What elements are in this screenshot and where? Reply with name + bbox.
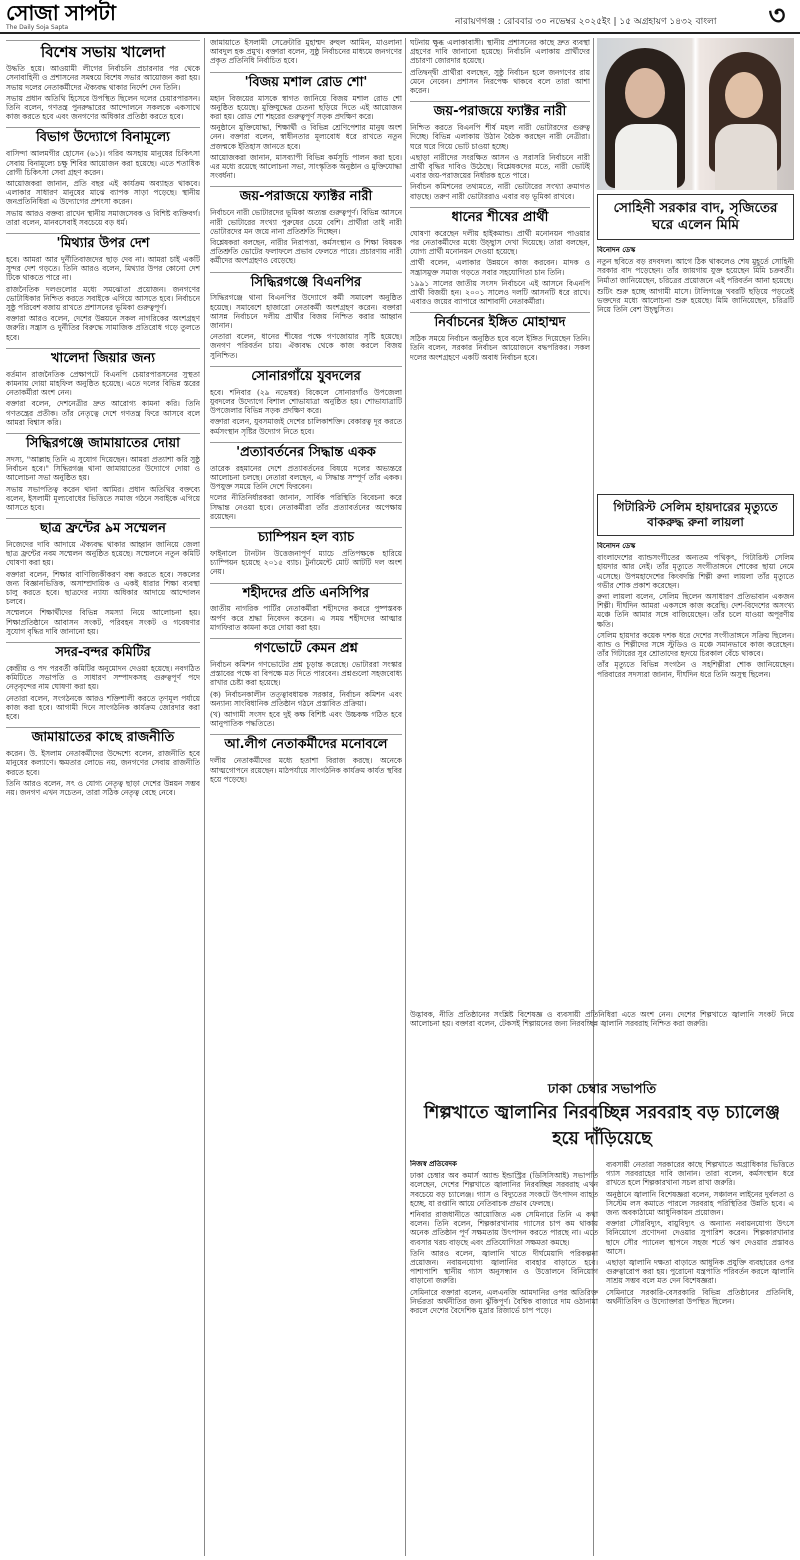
news-story — [6, 348, 200, 427]
story-paragraph: নিশ্চিত করতে বিএনপি শীর্ষ মহল নারী ভোটারদের গুরুত্ব দিচ্ছে। বিভিন্ন এলাকায় উঠান বৈঠক করছেন নারী নেত্রীরা। ঘরে ঘরে গিয়ে ভোট চাওয়া হচ্ছে। — [410, 123, 590, 151]
news-column-2 — [210, 38, 402, 1556]
story-paragraph: সেমিনারে বক্তারা বলেন, এলএনজি আমদানির ওপর অতিরিক্ত নির্ভরতা অর্থনীতির জন্য ঝুঁকিপূর্ণ। বৈশ্বিক বাজারে দাম ওঠানামা করলে দেশের বৈদেশিক মুদ্রার রিজার্ভে চাপ পড়ে। — [410, 1287, 598, 1316]
story-headline[interactable]: 'বিজয় মশাল রোড শো' — [210, 72, 402, 91]
news-story — [210, 638, 402, 728]
story-headline[interactable]: সিদ্ধিরগঞ্জে বিএনপির — [210, 272, 402, 291]
story-paragraph: নির্বাচন কমিশনের তথ্যমতে, নারী ভোটারের সংখ্যা ক্রমাগত বাড়ছে। তরুণ নারী ভোটাররাও এবার বড় ভূমিকা রাখবে। — [410, 182, 590, 201]
story-kicker: ঢাকা চেম্বার সভাপতি — [547, 1082, 657, 1097]
story-headline[interactable]: 'প্রত্যাবর্তনের সিদ্ধান্ত একক — [210, 442, 402, 461]
story-paragraph: বক্তারা বলেন, যুবসমাজই দেশের চালিকাশক্তি। বেকারত্ব দূর করতে কর্মসংস্থান সৃষ্টির উদ্যোগ নিতে হবে। — [210, 417, 402, 436]
story-paragraph: তারেক রহমানের দেশে প্রত্যাবর্তনের বিষয়ে দলের অভ্যন্তরে আলোচনা চলছে। নেতারা বলছেন, এ সিদ্ধান্ত সম্পূর্ণ তাঁর একক। উপযুক্ত সময়ে তিনি দেশে ফিরবেন। — [210, 463, 402, 492]
story-paragraph: বিশ্লেষকরা বলছেন, নারীর নিরাপত্তা, কর্মসংস্থান ও শিক্ষা বিষয়ক প্রতিশ্রুতি ভোটের ফলাফলে প্রভাব ফেলতে পারে। প্রচারণায় নারী কর্মীদের অংশগ্রহণও বেড়েছে। — [210, 237, 402, 266]
logo-text: সোজা সাপটা — [6, 1, 116, 25]
story-headline[interactable]: সোনারগাঁয়ে যুবদলের — [210, 366, 402, 385]
caption-text: উদ্ভাবক, নীতি প্রতিষ্ঠানের সংশ্লিষ্ট বিশেষজ্ঞ ও ব্যবসায়ী প্রতিনিধিরা এতে অংশ নেন। দেশের শিল্পখাতে জ্বালানি সংকট নিয়ে আলোচনা হয়। বক্তারা বলেন, টেকসই শিল্পায়নের জন্য নিরবচ্ছিন্ন জ্বালানি সরবরাহ নিশ্চিত করা জরুরি। — [410, 1010, 794, 1029]
news-story — [210, 38, 402, 66]
news-story — [410, 38, 590, 95]
news-story — [6, 642, 200, 721]
logo-tagline: The Daily Soja Sapta — [6, 24, 69, 31]
story-paragraph: উদ্ধতি হয়ে। আওয়ামী লীগের নির্বাচনি প্রচারনার পর থেকে সেনাবাহিনী ও প্রশাসনের সমন্বয়ে বিশেষ সভার আয়োজন করা হয়। সভায় দলের নেতাকর্মীদের ঐক্যবদ্ধ থাকার নির্দেশ দেন তিনি। — [6, 64, 200, 92]
story-paragraph: (ক) নির্বাচনকালীন তত্ত্বাবধায়ক সরকার, নির্বাচন কমিশন এবং অন্যান্য সাংবিধানিক প্রতিষ্ঠান গঠনে প্রস্তাবিত প্রক্রিয়া। — [210, 689, 402, 708]
story-paragraph: প্রার্থী বলেন, এলাকার উন্নয়নে কাজ করবেন। মাদক ও সন্ত্রাসমুক্ত সমাজ গড়তে সবার সহযোগিতা চান তিনি। — [410, 258, 590, 277]
news-story — [210, 583, 402, 633]
story-paragraph: কেন্দ্রীয় ও পদ পরবর্তী কমিটির অনুমোদন দেওয়া হয়েছে। নবগঠিত কমিটিতে সভাপতি ও সাধারণ সম্পাদকসহ গুরুত্বপূর্ণ পদে নেতৃবৃন্দের নাম ঘোষণা করা হয়। — [6, 664, 200, 692]
story-headline[interactable]: শহীদদের প্রতি এনসিপির — [210, 583, 402, 602]
story-paragraph: জামায়াতে ইসলামী সেক্রেটারি মুহাম্মদ রুহুল আমিন, মাওলানা আবদুল হক প্রমুখ। বক্তারা বলেন, সুষ্ঠু নির্বাচনের মাধ্যমে জনগণের প্রকৃত প্রতিনিধি নির্বাচিত হবে। — [210, 38, 402, 66]
story-paragraph: সেলিম হায়দার কয়েক দশক ধরে দেশের সংগীতাঙ্গনে সক্রিয় ছিলেন। ব্যান্ড ও শিল্পীদের সঙ্গে স্টুডিও ও মঞ্চে সমানভাবে কাজ করেছেন। তাঁর গিটারের সুর শ্রোতাদের হৃদয়ে চিরকাল বেঁচে থাকবে। — [597, 630, 794, 659]
headline-box — [410, 1100, 794, 1156]
story-paragraph: শুটিং শুরু হচ্ছে আগামী মাসে। টালিগঞ্জে খবরটি ছড়িয়ে পড়তেই ভক্তদের মধ্যে আলোচনা শুরু হয়েছে। মিমি জানিয়েছেন, চরিত্রটি নিয়ে তিনি বেশ উচ্ছ্বসিত। — [597, 286, 794, 315]
news-story — [210, 442, 402, 521]
news-story — [210, 72, 402, 181]
story-paragraph: শনিবার রাজধানীতে আয়োজিত এক সেমিনারে তিনি এ কথা বলেন। তিনি বলেন, শিল্পকারখানায় গ্যাসের চাপ কম থাকায় অনেক প্রতিষ্ঠান পূর্ণ সক্ষমতায় উৎপাদন করতে পারছে না। এতে ব্যবসার খরচ বাড়ছে এবং প্রতিযোগিতা সক্ষমতা কমছে। — [410, 1210, 598, 1247]
story-paragraph: রুনা লায়লা বলেন, সেলিম ছিলেন অসাধারণ প্রতিভাবান একজন শিল্পী। দীর্ঘদিন আমরা একসঙ্গে কাজ করেছি। দেশ-বিদেশের অসংখ্য মঞ্চে তিনি আমার সঙ্গে বাজিয়েছেন। তাঁর চলে যাওয়া অপূরণীয় ক্ষতি। — [597, 592, 794, 629]
headline-energy-supply[interactable]: শিল্পখাতে জ্বালানির নিরবচ্ছিন্ন সরবরাহ বড় চ্যালেঞ্জ হয়ে দাঁড়িয়েছে — [424, 1103, 780, 1149]
story-headline[interactable]: ছাত্র ফ্রন্টের ৯ম সম্মেলন — [6, 518, 200, 537]
story-headline[interactable]: জয়-পরাজয়ে ফ্যাক্টর নারী — [410, 101, 590, 120]
figure-right-face — [725, 72, 763, 118]
story-paragraph: বর্তমান রাজনৈতিক প্রেক্ষাপটে বিএনপি চেয়ারপারসনের সুস্থতা কামনায় দোয়া মাহফিল অনুষ্ঠিত হয়েছে। এতে দলের বিভিন্ন স্তরের নেতাকর্মীরা অংশ নেন। — [6, 369, 200, 398]
story-headline[interactable]: আ.লীগ নেতাকর্মীদের মনোবলে — [210, 734, 402, 753]
news-story — [410, 101, 590, 201]
headline-box — [597, 494, 794, 536]
story-headline[interactable]: নির্বাচনের ইঙ্গিত মোহাম্মদ — [410, 312, 590, 331]
news-story — [6, 433, 200, 512]
story-paragraph: বক্তারা বলেন, দেশনেত্রীর দ্রুত আরোগ্য কামনা করি। তিনি গণতন্ত্রের প্রতীক। তাঁর নেতৃত্বে দেশে গণতন্ত্র ফিরে আসবে বলে আমরা বিশ্বাস করি। — [6, 399, 200, 427]
news-story — [210, 272, 402, 360]
story-paragraph: নির্বাচনে নারী ভোটারদের ভূমিকা অত্যন্ত গুরুত্বপূর্ণ। বিভিন্ন আসনে নারী ভোটারের সংখ্যা পুরুষের চেয়ে বেশি। প্রার্থীরা তাই নারী ভোটারদের মন জয়ে নানা প্রতিশ্রুতি দিচ্ছেন। — [210, 208, 402, 236]
news-story — [6, 518, 200, 636]
photo-caption — [410, 1010, 794, 1076]
story-paragraph: সম্মেলনে শিক্ষার্থীদের বিভিন্ন সমস্যা নিয়ে আলোচনা হয়। শিক্ষাপ্রতিষ্ঠানে আবাসন সংকট, পরিবহন সংকট ও গবেষণার সুযোগ বৃদ্ধির দাবি জানানো হয়। — [6, 608, 200, 636]
story-paragraph: নেতারা বলেন, সংগঠনকে আরও শক্তিশালী করতে তৃণমূল পর্যায়ে কাজ করা হবে। আগামী দিনে সাংগঠনিক কার্যক্রম জোরদার করা হবে। — [6, 693, 200, 722]
story-paragraph: সদস্য, "আল্লাহ তিনি এ সুযোগ দিয়েছেন। আমরা প্রত্যাশা করি সুষ্ঠু নির্বাচন হবে।" সিদ্ধিরগঞ্জ থানা জামায়াতের উদ্যোগে দোয়া ও আলোচনা সভা অনুষ্ঠিত হয়। — [6, 454, 200, 483]
headline-box — [597, 194, 794, 240]
story-headline[interactable]: 'মিথ্যার উপর দেশ — [6, 233, 200, 252]
story-mimi — [597, 246, 794, 491]
story-paragraph: ঢাকা চেম্বার অব কমার্স অ্যান্ড ইন্ডাস্ট্রির (ডিসিসিআই) সভাপতি বলেছেন, দেশের শিল্পখাতে জ্বালানির নিরবচ্ছিন্ন সরবরাহ এখন সবচেয়ে বড় চ্যালেঞ্জ। গ্যাস ও বিদ্যুতের সংকটে উৎপাদন ব্যাহত হচ্ছে, যা রপ্তানি আয়ে নেতিবাচক প্রভাব ফেলছে। — [410, 1171, 598, 1208]
story-headline[interactable]: ধানের শীষের প্রার্থী — [410, 207, 590, 226]
story-paragraph: ঘটনায় ক্ষুব্ধ এলাকাবাসী। স্থানীয় প্রশাসনের কাছে দ্রুত ব্যবস্থা গ্রহণের দাবি জানানো হয়েছে। নির্বাচনি এলাকায় প্রার্থীদের প্রচারণা জোরদার হয়েছে। — [410, 38, 590, 66]
story-paragraph: বক্তারা বলেন, শিক্ষার বাণিজ্যিকীকরণ বন্ধ করতে হবে। সকলের জন্য বিজ্ঞানভিত্তিক, অসাম্প্রদায়িক ও একই ধারার শিক্ষা ব্যবস্থা চালু করতে হবে। ছাত্রদের ন্যায্য অধিকার আদায়ে আন্দোলন চলবে। — [6, 569, 200, 607]
news-column-3 — [410, 38, 590, 1006]
news-column-1 — [6, 38, 200, 1556]
story-paragraph: করেন। উ. ইসলাম নেতাকর্মীদের উদ্দেশ্যে বলেন, রাজনীতি হবে মানুষের কল্যাণে। ক্ষমতার লোভে নয়, জনগণের সেবায় রাজনীতি করতে হবে। — [6, 749, 200, 777]
story-headline[interactable]: জয়-পরাজয়ে ফ্যাক্টর নারী — [210, 186, 402, 205]
story-paragraph: দলীয় নেতাকর্মীদের মধ্যে হতাশা বিরাজ করছে। অনেকে আত্মগোপনে রয়েছেন। মাঠপর্যায়ে সাংগঠনিক কার্যক্রম কার্যত স্থবির হয়ে পড়েছে। — [210, 756, 402, 784]
story-paragraph: নতুন ছবিতে বড় রদবদল। আগে ঠিক থাকলেও শেষ মুহূর্তে সোহিনী সরকার বাদ পড়েছেন। তাঁর জায়গায় যুক্ত হয়েছেন মিমি চক্রবর্তী। নির্মাতা জানিয়েছেন, চরিত্রের প্রয়োজনে এই পরিবর্তন আনা হয়েছে। — [597, 257, 794, 285]
story-paragraph: এছাড়া জ্বালানি দক্ষতা বাড়াতে আধুনিক প্রযুক্তি ব্যবহারের ওপর গুরুত্বারোপ করা হয়। পুরোনো যন্ত্রপাতি পরিবর্তন করলে জ্বালানি সাশ্রয় সম্ভব বলে মত দেন বিশেষজ্ঞরা। — [606, 1258, 794, 1286]
story-paragraph: সঠিক সময়ে নির্বাচন অনুষ্ঠিত হবে বলে ইঙ্গিত দিয়েছেন তিনি। তিনি বলেন, সরকার নির্বাচন আয়োজনে বদ্ধপরিকর। সকল দলের অংশগ্রহণে একটি অবাধ নির্বাচন হবে। — [410, 334, 590, 362]
story-paragraph: ১৯৯১ সালের জাতীয় সংসদ নির্বাচনে এই আসনে বিএনপি প্রার্থী বিজয়ী হন। ২০০১ সালেও দলটি আসনটি ধরে রাখে। এবারও জয়ের ব্যাপারে আশাবাদী নেতাকর্মীরা। — [410, 278, 590, 307]
story-selim-haider — [597, 542, 794, 1047]
story-paragraph: বাসিন্দা আলমগীর হোসেন (৬১)। গরিব অসহায় মানুষের চিকিৎসা সেবায় বিনামূল্যে চক্ষু শিবির আয়োজন করা হয়েছে। এতে শতাধিক রোগী চিকিৎসা সেবা গ্রহণ করেন। — [6, 149, 200, 177]
story-paragraph: বাংলাদেশের ব্যান্ডসংগীতের অন্যতম পথিকৃৎ, গিটারিস্ট সেলিম হায়দার আর নেই। তাঁর মৃত্যুতে সংগীতাঙ্গনে শোকের ছায়া নেমে এসেছে। উপমহাদেশের কিংবদন্তি শিল্পী রুনা লায়লা তাঁর মৃত্যুতে গভীর শোক প্রকাশ করেছেন। — [597, 553, 794, 590]
story-headline[interactable]: সিদ্ধিরগঞ্জে জামায়াতের দোয়া — [6, 433, 200, 452]
story-paragraph: নির্বাচন কমিশন গণভোটের প্রশ্ন চূড়ান্ত করেছে। ভোটাররা সংস্কার প্রস্তাবের পক্ষে বা বিপক্ষে মত দিতে পারবেন। প্রশ্নগুলো সহজবোধ্য রাখার চেষ্টা করা হয়েছে। — [210, 660, 402, 688]
story-paragraph: ফাইনালে টানটান উত্তেজনাপূর্ণ ম্যাচে প্রতিপক্ষকে হারিয়ে চ্যাম্পিয়ন হয়েছে ২০১৫ ব্যাচ। টুর্নামেন্টে মোট আটটি দল অংশ নেয়। — [210, 548, 402, 577]
story-paragraph: বক্তারা সৌরবিদ্যুৎ, বায়ুবিদ্যুৎ ও অন্যান্য নবায়নযোগ্য উৎসে বিনিয়োগে প্রণোদনা দেওয়ার সুপারিশ করেন। শিল্পকারখানার ছাদে সৌর প্যানেল স্থাপনে সহজ শর্তে ঋণ দেওয়ার প্রস্তাবও আসে। — [606, 1219, 794, 1256]
figure-left-body — [615, 124, 677, 190]
story-paragraph: নিজেদের দাবি আদায়ে ঐক্যবদ্ধ থাকার আহ্বান জানিয়ে জেলা ছাত্র ফ্রন্টের নবম সম্মেলন অনুষ্ঠিত হয়েছে। সম্মেলনে নতুন কমিটি ঘোষণা করা হয়। — [6, 540, 200, 568]
story-paragraph: হবে। শনিবার (২৯ নভেম্বর) বিকেলে সোনারগাঁও উপজেলা যুবদলের উদ্যোগে বিশাল শোভাযাত্রা অনুষ্ঠিত হয়। শোভাযাত্রাটি উপজেলার বিভিন্ন সড়ক প্রদক্ষিণ করে। — [210, 387, 402, 416]
story-paragraph: সভায় আরও বক্তব্য রাখেন স্থানীয় সমাজসেবক ও বিশিষ্ট ব্যক্তিবর্গ। তারা বলেন, মানবসেবাই সবচেয়ে বড় ধর্ম। — [6, 208, 200, 227]
story-headline[interactable]: খালেদা জিয়ার জন্য — [6, 348, 200, 367]
story-energy-supply — [410, 1160, 794, 1556]
actress-photo — [597, 38, 794, 190]
news-story — [210, 186, 402, 265]
story-byline: বিনোদন ডেস্ক — [597, 246, 636, 254]
story-paragraph: এছাড়া নারীদের সংরক্ষিত আসন ও সরাসরি নির্বাচনে নারী প্রার্থী বৃদ্ধির দাবিও উঠেছে। বিশ্লেষকদের মতে, নারী ভোটই এবার জয়-পরাজয়ের নির্ধারক হতে পারে। — [410, 152, 590, 181]
story-headline[interactable]: গণভোটে কেমন প্রশ্ন — [210, 638, 402, 657]
story-paragraph: সেমিনারে সরকারি-বেসরকারি বিভিন্ন প্রতিষ্ঠানের প্রতিনিধি, অর্থনীতিবিদ ও উদ্যোক্তারা উপস্থিত ছিলেন। — [606, 1287, 794, 1306]
story-paragraph: তিনি আরও বলেন, জ্বালানি খাতে দীর্ঘমেয়াদি পরিকল্পনা প্রয়োজন। নবায়নযোগ্য জ্বালানির ব্যবহার বাড়াতে হবে। পাশাপাশি স্থানীয় গ্যাস অনুসন্ধান ও উত্তোলনে বিনিয়োগ বাড়ানো জরুরি। — [410, 1248, 598, 1286]
story-headline[interactable]: বিশেষ সভায় খালেদা — [6, 40, 200, 61]
story-paragraph: আয়োজকরা জানান, মাসব্যাপী বিভিন্ন কর্মসূচি পালন করা হবে। এর মধ্যে রয়েছে আলোচনা সভা, সাংস্কৃতিক অনুষ্ঠান ও মুক্তিযোদ্ধা সংবর্ধনা। — [210, 152, 402, 181]
story-paragraph: তাঁর মৃত্যুতে বিভিন্ন সংগঠন ও সহশিল্পীরা শোক জানিয়েছেন। পরিবারের সদস্যরা জানান, দীর্ঘদিন ধরে তিনি অসুস্থ ছিলেন। — [597, 660, 794, 679]
story-paragraph: তিনি আরও বলেন, সৎ ও যোগ্য নেতৃত্ব ছাড়া দেশের উন্নয়ন সম্ভব নয়। জনগণ এখন সচেতন, তারা সঠিক নেতৃত্ব বেছে নেবে। — [6, 778, 200, 797]
news-story — [210, 734, 402, 784]
news-story — [6, 40, 200, 121]
figure-left-face — [625, 68, 665, 118]
column-divider — [204, 38, 205, 1556]
story-paragraph: সিদ্ধিরগঞ্জে থানা বিএনপির উদ্যোগে কর্মী সমাবেশ অনুষ্ঠিত হয়েছে। সমাবেশে হাজারো নেতাকর্মী অংশগ্রহণ করেন। বক্তারা আসন্ন নির্বাচনে দলীয় প্রার্থীর বিজয় নিশ্চিত করার আহ্বান জানান। — [210, 293, 402, 331]
story-paragraph: অনুষ্ঠানে মুক্তিযোদ্ধা, শিক্ষার্থী ও বিভিন্ন শ্রেণিপেশার মানুষ অংশ নেন। বক্তারা বলেন, স্বাধীনতার মূল্যবোধ ধরে রাখতে নতুন প্রজন্মকে ইতিহাস জানতে হবে। — [210, 123, 402, 151]
newspaper-logo — [6, 2, 124, 32]
page-number: ৩ — [768, 1, 786, 31]
news-story — [6, 233, 200, 342]
story-paragraph: মহান বিজয়ের মাসকে স্বাগত জানিয়ে বিজয় মশাল রোড শো অনুষ্ঠিত হয়েছে। মুক্তিযুদ্ধের চেতনা ছড়িয়ে দিতে এই আয়োজন করা হয়। রোড শো শহরের গুরুত্বপূর্ণ সড়ক প্রদক্ষিণ করে। — [210, 93, 402, 121]
figure-right-body — [715, 124, 777, 190]
story-headline[interactable]: চ্যাম্পিয়ন হল ব্যাচ — [210, 527, 402, 546]
story-paragraph: দলের নীতিনির্ধারকরা জানান, সার্বিক পরিস্থিতি বিবেচনা করে সিদ্ধান্ত নেওয়া হবে। নেতাকর্মীরা তাঁর প্রত্যাবর্তনের অপেক্ষায় রয়েছেন। — [210, 493, 402, 521]
story-paragraph: রাজনৈতিক দলগুলোর মধ্যে সমঝোতা প্রয়োজন। জনগণের ভোটাধিকার নিশ্চিত করতে সবাইকে এগিয়ে আসতে হবে। নির্বাচনে সুষ্ঠু পরিবেশ বজায় রাখতে প্রশাসনের ভূমিকা গুরুত্বপূর্ণ। — [6, 284, 200, 312]
news-story — [410, 207, 590, 307]
story-paragraph: অনুষ্ঠানে জ্বালানি বিশেষজ্ঞরা বলেন, সঞ্চালন লাইনের দুর্বলতা ও সিস্টেম লস কমাতে পারলে সরবরাহ পরিস্থিতির উন্নতি হবে। এ জন্য অবকাঠামো আধুনিকায়ন প্রয়োজন। — [606, 1189, 794, 1218]
story-paragraph: ঘোষণা করেছেন দলীয় হাইকমান্ড। প্রার্থী মনোনয়ন পাওয়ার পর নেতাকর্মীদের মধ্যে উচ্ছ্বাস দেখা দিয়েছে। তারা বলছেন, যোগ্য প্রার্থী মনোনয়ন দেওয়া হয়েছে। — [410, 228, 590, 257]
headline-selim-haider[interactable]: গিটারিস্ট সেলিম হায়দারের মৃত্যুতে বাকরুদ্ধ রুনা লায়লা — [613, 500, 778, 529]
news-story — [6, 127, 200, 227]
story-byline: নিজস্ব প্রতিবেদক — [410, 1160, 457, 1168]
story-paragraph: হবে। আমরা আর দুর্নীতিবাজদের ছাড় দেব না। আমরা চাই একটি সুন্দর দেশ গড়তে। তিনি আরও বলেন, মিথ্যার উপর কোনো দেশ টিকে থাকতে পারে না। — [6, 254, 200, 283]
dateline: নারায়ণগঞ্জ : রোববার ৩০ নভেম্বর ২০২৫ইং | ১৫ অগ্রহায়ণ ১৪৩২ বাংলা — [455, 17, 717, 27]
story-paragraph: বক্তারা আরও বলেন, দেশের উন্নয়নে সকল নাগরিকের অংশগ্রহণ জরুরি। সন্ত্রাস ও দুর্নীতির বিরুদ্ধে সামাজিক প্রতিরোধ গড়ে তুলতে হবে। — [6, 314, 200, 342]
news-story — [210, 366, 402, 436]
news-story — [210, 527, 402, 577]
story-paragraph: প্রতিদ্বন্দ্বী প্রার্থীরা বলছেন, সুষ্ঠু নির্বাচন হলে জনগণের রায় মেনে নেবেন। প্রশাসন নিরপেক্ষ থাকবে বলে তারা আশা করেন। — [410, 67, 590, 96]
story-paragraph: সভায় প্রধান অতিথি হিসেবে উপস্থিত ছিলেন দলের চেয়ারপারসন। তিনি বলেন, গণতন্ত্র পুনরুদ্ধারের আন্দোলনে সকলকে একসাথে কাজ করতে হবে এবং জনগণের অধিকার প্রতিষ্ঠা করতে হবে। — [6, 93, 200, 122]
story-headline[interactable]: জামায়াতের কাছে রাজনীতি — [6, 727, 200, 746]
masthead — [0, 0, 800, 34]
story-paragraph: সভায় সভাপতিত্ব করেন থানা আমির। প্রধান অতিথির বক্তব্যে বলেন, ইসলামী মূল্যবোধের ভিত্তিতে সমাজ গঠনে সবাইকে এগিয়ে আসতে হবে। — [6, 484, 200, 512]
story-paragraph: ব্যবসায়ী নেতারা সরকারের কাছে শিল্পখাতে অগ্রাধিকার ভিত্তিতে গ্যাস সরবরাহের দাবি জানান। তারা বলেন, কর্মসংস্থান ধরে রাখতে হলে শিল্পকারখানা সচল রাখা জরুরি। — [606, 1160, 794, 1188]
story-headline[interactable]: বিভাগ উদ্যোগে বিনামূল্যে — [6, 127, 200, 146]
story-headline[interactable]: সদর-বন্দর কমিটির — [6, 642, 200, 661]
story-paragraph: আয়োজকরা জানান, প্রতি বছর এই কার্যক্রম অব্যাহত থাকবে। এলাকার সাধারণ মানুষের মাঝে ব্যাপক সাড়া পড়েছে। স্থানীয় জনপ্রতিনিধিরা এ উদ্যোগের প্রশংসা করেন। — [6, 179, 200, 207]
story-paragraph: নেতারা বলেন, ধানের শীষের পক্ষে গণজোয়ার সৃষ্টি হয়েছে। জনগণ পরিবর্তন চায়। ঐক্যবদ্ধ থেকে কাজ করলে বিজয় সুনিশ্চিত। — [210, 332, 402, 360]
headline-mimi[interactable]: সোহিনী সরকার বাদ, সৃজিতের ঘরে এলেন মিমি — [613, 200, 778, 233]
news-story — [410, 312, 590, 362]
news-story — [6, 727, 200, 797]
story-paragraph: জাতীয় নাগরিক পার্টির নেতাকর্মীরা শহীদদের কবরে পুষ্পস্তবক অর্পণ করে শ্রদ্ধা নিবেদন করেন। এ সময় শহীদদের আত্মার মাগফিরাত কামনা করে দোয়া করা হয়। — [210, 604, 402, 632]
column-divider — [405, 38, 406, 1556]
story-paragraph: (খ) আগামী সংসদ হবে দুই কক্ষ বিশিষ্ট এবং উচ্চকক্ষ গঠিত হবে আনুপাতিক পদ্ধতিতে। — [210, 710, 402, 729]
story-byline: বিনোদন ডেস্ক — [597, 542, 636, 550]
